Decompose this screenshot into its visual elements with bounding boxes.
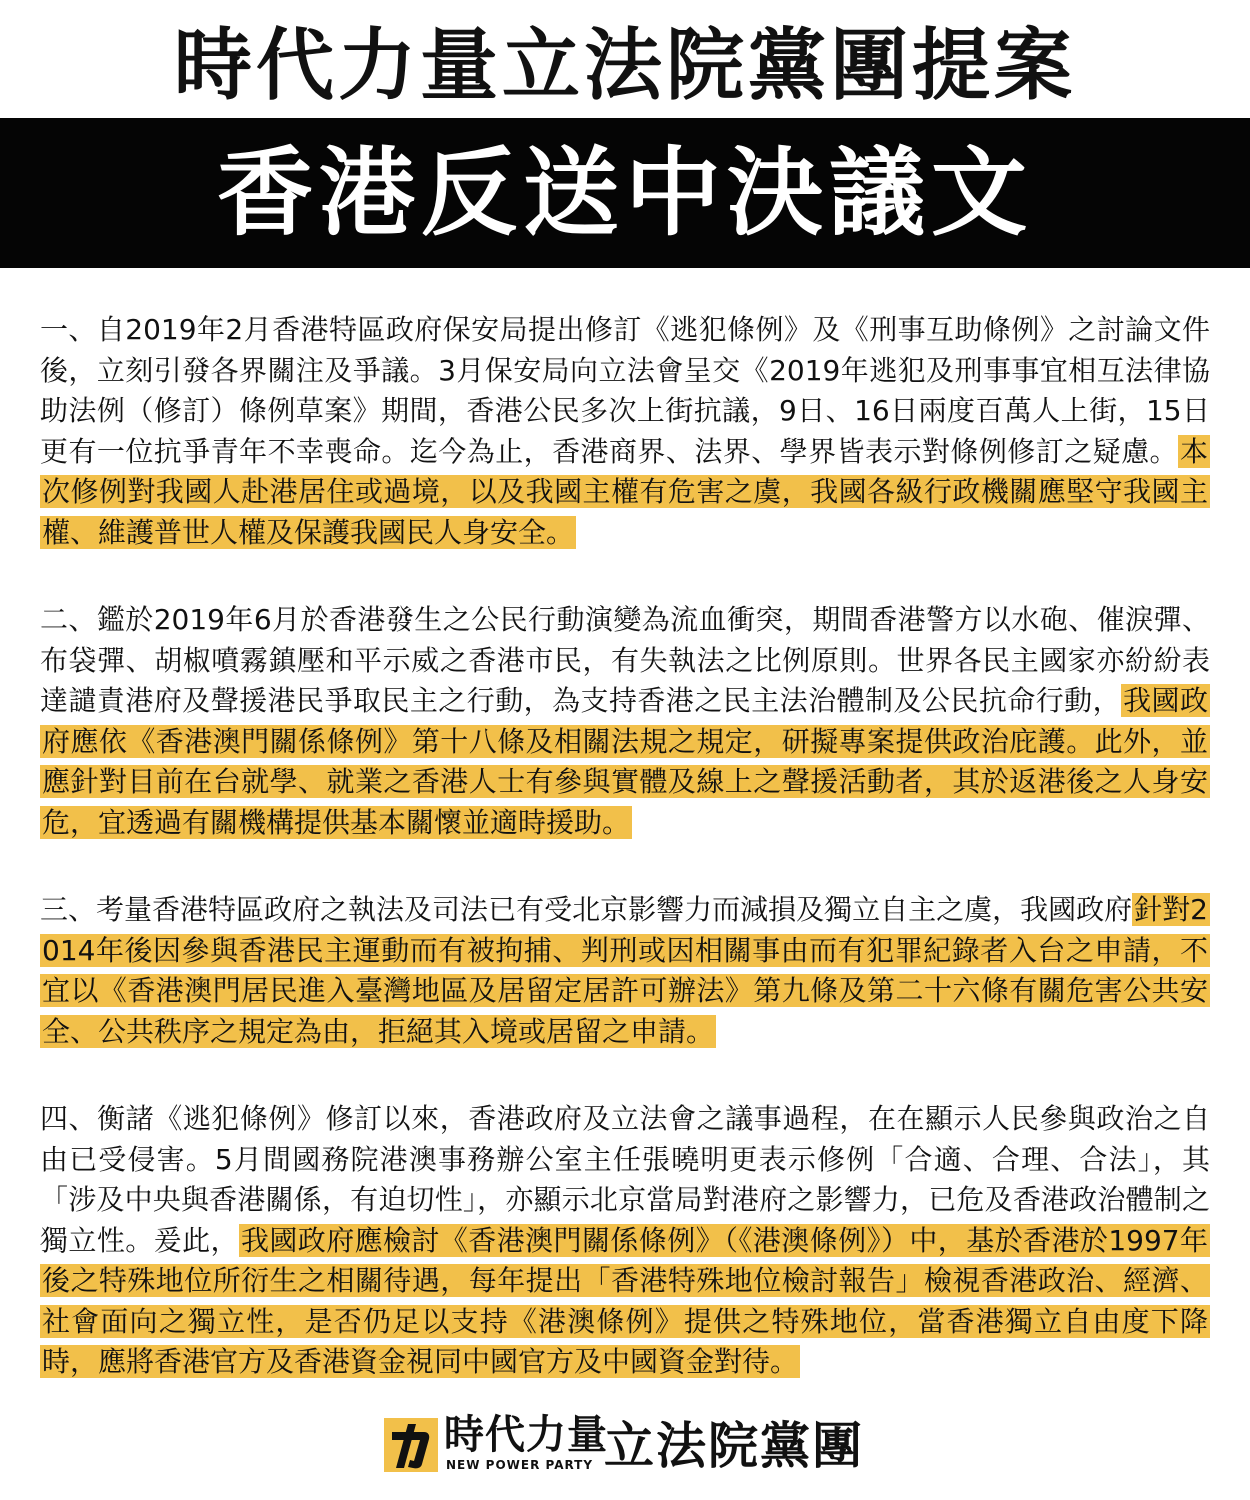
- resolution-paragraph-2: [40, 600, 1210, 843]
- resolution-paragraph-4: [40, 1099, 1210, 1383]
- highlighted-text: 本次修例對我國人赴港居住或過境，以及我國主權有危害之虞，我國各級行政機關應堅守我國主權、維護普世人權及保護我國民人身安全。: [42, 434, 1208, 549]
- paragraph-text: 一、自2019年2月香港特區政府保安局提出修訂《逃犯條例》及《刑事互助條例》之討論文件後，立刻引發各界關注及爭議。3月保安局向立法會呈交《2019年逃犯及刑事事宜相互法律協助法例（修訂）條例草案》期間，香港公民多次上街抗議，9日、16日兩度百萬人上街，15日更有一位抗爭青年不幸喪命。迄今為止，香港商界、法界、學界皆表示對條例修訂之疑慮。: [40, 313, 1210, 468]
- caucus-label: 立法院黨團: [604, 1417, 864, 1475]
- highlighted-text: 我國政府應檢討《香港澳門關係條例》（《港澳條例》）中，基於香港於1997年後之特殊地位所衍生之相關待遇，每年提出「香港特殊地位檢討報告」檢視香港政治、經濟、社會面向之獨立性，是否仍足以支持《港澳條例》提供之特殊地位，當香港獨立自由度下降時，應將香港官方及香港資金視同中國官方及中國資金對待。: [42, 1223, 1208, 1378]
- paragraph-text: 三、考量香港特區政府之執法及司法已有受北京影響力而減損及獨立自主之虞，我國政府: [40, 893, 1133, 926]
- resolution-paragraph-3: [40, 890, 1210, 1052]
- highlighted-text: 我國政府應依《香港澳門關係條例》第十八條及相關法規之規定，研擬專案提供政治庇護。此外，並應針對目前在台就學、就業之香港人士有參與實體及線上之聲援活動者，其於返港後之人身安危，宜透過有關機構提供基本關懷並適時援助。: [42, 684, 1208, 839]
- paragraph-text: 二、鑑於2019年6月於香港發生之公民行動演變為流血衝突，期間香港警方以水砲、催淚彈、布袋彈、胡椒噴霧鎮壓和平示威之香港市民，有失執法之比例原則。世界各民主國家亦紛紛表達譴責港府及聲援港民爭取民主之行動，為支持香港之民主法治體制及公民抗命行動，: [40, 603, 1210, 717]
- party-english-name: NEW POWER PARTY: [446, 1458, 594, 1472]
- resolution-body: [40, 310, 1210, 1430]
- resolution-title: 香港反送中決議文: [217, 137, 1033, 249]
- party-name: 時代力量: [444, 1412, 608, 1458]
- title-band: [0, 118, 1250, 268]
- paragraph-text: 四、衡諸《逃犯條例》修訂以來，香港政府及立法會之議事過程，在在顯示人民參與政治之自由已受侵害。5月間國務院港澳事務辦公室主任張曉明更表示修例「合適、合理、合法」，其「涉及中央與香港關係，有迫切性」，亦顯示北京當局對港府之影響力，已危及香港政治體制之獨立性。爰此，: [40, 1102, 1210, 1257]
- proposal-header: 時代力量立法院黨團提案: [173, 21, 1076, 111]
- highlighted-text: 針對2014年後因參與香港民主運動而有被拘捕、判刑或因相關事由而有犯罪紀錄者入台之申請，不宜以《香港澳門居民進入臺灣地區及居留定居許可辦法》第九條及第二十六條有關危害公共安全、公共秩序之規定為由，拒絕其入境或居留之申請。: [42, 893, 1208, 1048]
- npp-logo-icon: [384, 1418, 438, 1472]
- footer-logo: [0, 1412, 1250, 1478]
- resolution-paragraph-1: [40, 310, 1210, 553]
